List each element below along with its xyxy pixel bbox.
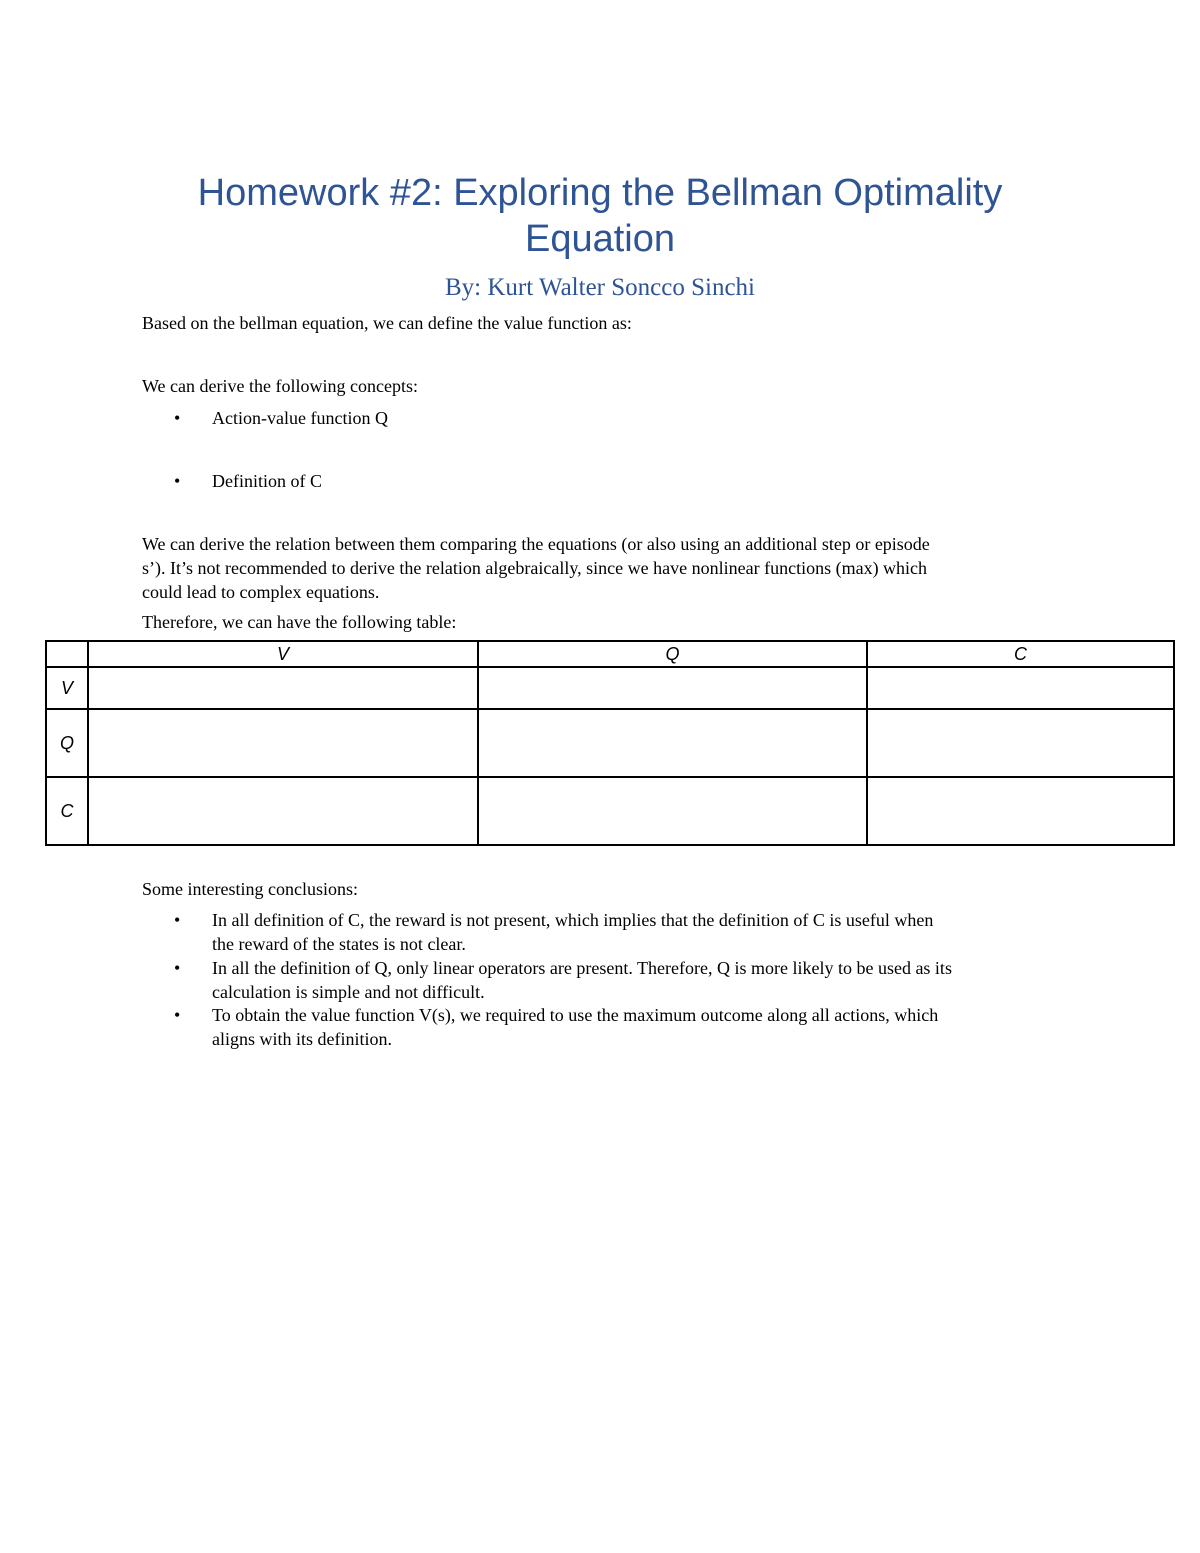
- table-cell: [478, 667, 867, 709]
- conclusion-item: [142, 908, 1062, 956]
- table-corner-cell: [46, 641, 88, 667]
- author-line: By: Kurt Walter Soncco Sinchi: [445, 274, 755, 301]
- conclusion-line: In all definition of C, the reward is not present, which implies that the definition of C is useful when: [212, 910, 934, 930]
- concepts-intro: We can derive the following concepts:: [142, 376, 418, 396]
- relation-paragraph-line: We can derive the relation between them comparing the equations (or also using an additional step or episode: [142, 534, 930, 554]
- table-cell: [867, 709, 1174, 777]
- bullet-icon: •: [174, 958, 181, 978]
- concept-item-text: Action-value function Q: [212, 408, 388, 428]
- conclusion-item-text: [212, 1003, 1072, 1051]
- table-cell: [867, 667, 1174, 709]
- table-row: [46, 709, 1174, 777]
- table-cell: [478, 777, 867, 845]
- column-header-v: V: [88, 641, 478, 667]
- conclusion-line: In all the definition of Q, only linear operators are present. Therefore, Q is more likely to be used as its: [212, 958, 952, 978]
- table-row: [46, 777, 1174, 845]
- relation-table: [45, 640, 1175, 846]
- concept-item-text: Definition of C: [212, 471, 322, 491]
- table-row: [46, 667, 1174, 709]
- row-header-c: C: [46, 777, 88, 845]
- column-header-q: Q: [478, 641, 867, 667]
- document-title: Homework #2: Exploring the Bellman Optimality Equation: [197, 172, 1003, 260]
- row-header-q: Q: [46, 709, 88, 777]
- conclusions-intro: Some interesting conclusions:: [142, 879, 358, 899]
- bullet-icon: •: [174, 910, 181, 930]
- table-cell: [88, 709, 478, 777]
- table-header-row: [46, 641, 1174, 667]
- conclusion-line: aligns with its definition.: [212, 1029, 392, 1049]
- intro-paragraph: Based on the bellman equation, we can define the value function as:: [142, 313, 632, 333]
- relation-paragraph-line: s’). It’s not recommended to derive the relation algebraically, since we have nonlinear functions (max) which: [142, 558, 928, 578]
- bullet-icon: •: [174, 1005, 181, 1025]
- table-intro: Therefore, we can have the following table:: [142, 612, 457, 632]
- column-header-c: C: [867, 641, 1174, 667]
- conclusion-line: calculation is simple and not difficult.: [212, 982, 485, 1002]
- table-cell: [478, 709, 867, 777]
- bullet-icon: •: [174, 408, 181, 428]
- conclusion-item: [142, 956, 1062, 1004]
- table-cell: [867, 777, 1174, 845]
- relation-paragraph-line: could lead to complex equations.: [142, 582, 380, 602]
- conclusion-item-text: [212, 908, 1072, 956]
- bullet-icon: •: [174, 471, 181, 491]
- conclusion-line: the reward of the states is not clear.: [212, 934, 466, 954]
- table-cell: [88, 777, 478, 845]
- relation-paragraph: [142, 532, 1062, 604]
- table-cell: [88, 667, 478, 709]
- conclusion-line: To obtain the value function V(s), we required to use the maximum outcome along all actions, which: [212, 1005, 939, 1025]
- conclusion-item: [142, 1003, 1062, 1051]
- row-header-v: V: [46, 667, 88, 709]
- conclusion-item-text: [212, 956, 1072, 1004]
